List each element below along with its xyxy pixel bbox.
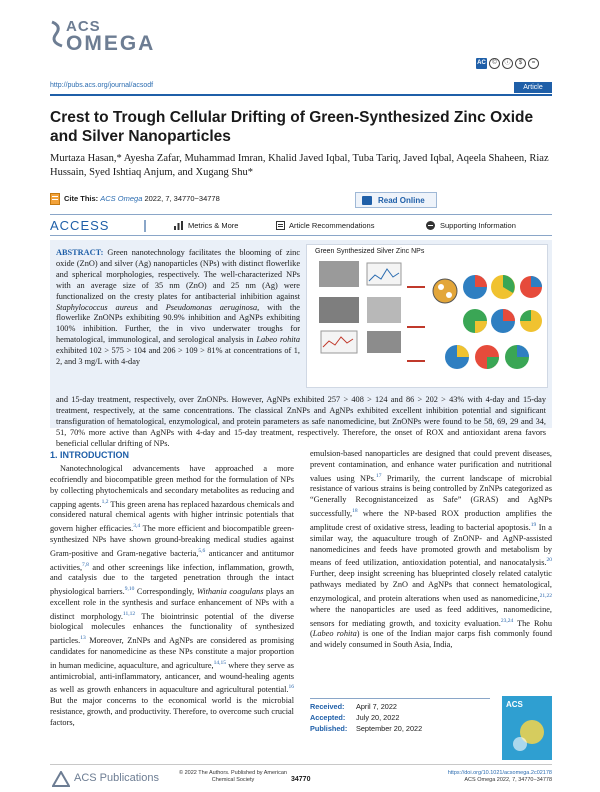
reference-link[interactable]: 13 — [80, 635, 86, 642]
intro-text: Nanotechnological advancements have approached a more ecofriendly and biocompatible green method for the formulation of NPs by collecting phytochemicals and secondary metabolites as reducing and capping agents. — [50, 464, 294, 509]
cover-label: ACS — [506, 700, 523, 709]
plant-name: Withania coagulans — [196, 586, 264, 596]
acs-authorchoice-icon[interactable]: AC — [476, 58, 487, 69]
intro-left-column — [50, 464, 294, 729]
intro-text: emulsion-based nanoparticles are designed that could prevent diseases, prevent contamination, and enhance water purification and nutritional values using NPs. — [310, 449, 552, 483]
acs-publications-logo[interactable] — [52, 770, 172, 788]
intro-text: In a similar way, the aquaculture trough of ZnONP- and AgNP-assisted nanomedicines and feeds have promoted growth and metabolism by means of feed utilization, antioxidation potential, and nanocatalysis. — [310, 522, 552, 568]
acs-publications-text: ACS Publications — [74, 772, 159, 784]
intro-right-column — [310, 449, 552, 651]
acs-omega-logo — [50, 14, 170, 54]
abstract-organism-1: Staphylococcus aureus — [56, 302, 138, 312]
logo-omega-text: OMEGA — [66, 32, 156, 55]
published-label: Published: — [310, 724, 348, 733]
article-type-badge: Article — [514, 82, 552, 93]
read-online-icon — [362, 196, 372, 205]
abstract-organism-2: Pseudomonas aeruginosa — [165, 302, 258, 312]
intro-text: and other screenings like infection, inflammation, growth, and catalysis due to the targeted penetration through the intact physiological barriers. — [50, 562, 294, 596]
footer-divider — [50, 764, 552, 765]
reference-link[interactable]: 23,24 — [500, 617, 514, 624]
cite-icon — [50, 193, 60, 205]
reference-link[interactable]: 19 — [530, 521, 537, 528]
abstract-part-2: , with the flowerlike ZnONPs exhibiting 90.9% inhibition and AgNPs exhibiting 100% inhibition. Further, the in vivo underwater troughs for hematological, immunological, and serological analysis in — [56, 302, 300, 345]
accepted-date: July 20, 2022 — [356, 713, 400, 722]
metrics-bar-chart-icon — [174, 221, 183, 230]
reference-link[interactable]: 20 — [546, 557, 552, 564]
fish-name: Labeo rohita — [312, 629, 357, 639]
intro-text: where the nanoparticles are used as feed additives, nanomedicine, sensors for mediating growth, and toxicity evaluation. — [310, 604, 552, 628]
abstract-heading: ABSTRACT: — [56, 248, 104, 257]
toc-graphic-title: Green Synthesized Silver Zinc NPs — [315, 248, 425, 255]
access-bar — [50, 214, 552, 236]
cc-icon[interactable]: © — [489, 58, 500, 69]
abstract-part-3: exhibited 102 > 575 > 104 and 206 > 109 > 81% at concentrations of 1, 2, and 3 mg/L with 4-day — [56, 346, 300, 367]
recommendations-link[interactable]: Article Recommendations — [289, 221, 375, 230]
reference-link[interactable]: 7,8 — [82, 561, 89, 568]
intro-text: Further, deep insight screening has blueprinted closely related catalytic pathways mediated by ZnO and AgNPs that connect hematological, enzymological, and protein alterations when used as nanomedicine, — [310, 569, 552, 603]
cc-nc-icon[interactable]: $ — [515, 58, 526, 69]
footer-doi — [420, 770, 552, 784]
intro-text: But the major concerns to the economical world is the microbial resistance, growth, and productivity. Therefore, to overcome such crucial factors, — [50, 696, 294, 727]
citation — [64, 194, 220, 203]
reference-link[interactable]: 21,22 — [539, 592, 552, 599]
metrics-link[interactable]: Metrics & More — [188, 221, 239, 230]
abstract-part-1: Green nanotechnology facilitates the blooming of zinc oxide (ZnO) and silver (Ag) nanoparticles (NPs) with distinct flowerlike and spherical morphologies, respectively. The well-characterized NPs with an average size of 35 nm (ZnO) and 25 nm (Ag) were functionalized on the cresty plates for antibacterial inhibition against — [56, 248, 300, 301]
journal-cover-thumbnail[interactable] — [502, 696, 552, 760]
cover-art-icon — [502, 696, 552, 760]
article-title: Crest to Trough Cellular Drifting of Green-Synthesized Zinc Oxide and Silver Nanoparticles — [50, 109, 534, 145]
journal-url-link[interactable]: http://pubs.acs.org/journal/acsodf — [50, 82, 154, 89]
abstract-text-column — [56, 248, 300, 368]
cite-journal-link[interactable]: ACS Omega — [100, 194, 143, 203]
intro-text: plays an excellent role in the synthesis and surface enhancement of NPs with a distinct morphology. — [50, 586, 294, 621]
published-date: September 20, 2022 — [356, 724, 423, 733]
reference-link[interactable]: 3,4 — [133, 523, 141, 530]
author-list: Murtaza Hasan,* Ayesha Zafar, Muhammad Imran, Khalid Javed Iqbal, Tuba Tariq, Javed Iqbal, Aqeela Shaheen, Riaz Hussain, Syed Ishtiaq Anjum, and Xugang Shu* — [50, 153, 549, 178]
intro-text: Correspondingly, — [134, 586, 197, 596]
cc-by-icon[interactable]: ⓘ — [502, 58, 513, 69]
toc-graphic — [306, 244, 548, 388]
access-separator — [144, 220, 146, 232]
intro-text: where the NP-based ROX production amplifies the amplitude crest of oxidative stress, leading to bacterial apoptosis. — [310, 509, 552, 532]
reference-link[interactable]: 17 — [375, 472, 382, 479]
received-label: Received: — [310, 702, 345, 711]
read-online-button[interactable] — [355, 192, 437, 208]
intro-text: This green arena has replaced hazardous chemicals and considered natural chemical agents with higher intrinsic potentials that govern higher efficacies. — [50, 499, 295, 534]
logo-acs-text: ACS — [66, 18, 101, 35]
intro-text: The Rohu ( — [310, 618, 552, 639]
license-badges — [476, 58, 539, 69]
cite-label: Cite This: — [64, 194, 99, 203]
received-date: April 7, 2022 — [356, 702, 397, 711]
reference-link[interactable]: 5,6 — [198, 547, 206, 554]
reference-link[interactable]: 14,15 — [213, 659, 226, 666]
doi-link[interactable]: https://doi.org/10.1021/acsomega.2c02178 — [447, 770, 552, 776]
supporting-info-icon — [426, 221, 435, 230]
abstract-fish: Labeo rohita — [256, 335, 300, 345]
recommendations-icon — [276, 221, 285, 230]
supporting-info-link[interactable]: Supporting Information — [440, 221, 516, 230]
intro-text: Primarily, the current landscape of microbial resistance of various strains is being controlled by ZnNPs categorized as “Generally Recognistanceized as Safe” (GRAS) and AgNPs successfully, — [310, 473, 553, 519]
acs-publications-mark-icon — [52, 771, 70, 787]
reference-link[interactable]: 11,12 — [122, 610, 136, 617]
cite-row — [50, 191, 552, 209]
intro-text: The biointrinsic potential of the diverse biological molecules enhances the functionality of synthesized particles. — [50, 611, 294, 646]
footer-journal-ref: ACS Omega 2022, 7, 34770−34778 — [464, 777, 552, 783]
logo-mark-icon — [50, 20, 64, 48]
reference-link[interactable]: 9,10 — [124, 586, 135, 593]
accepted-label: Accepted: — [310, 713, 346, 722]
intro-text: The more efficient and biocompatible green-synthesized NPs have shown ground-breaking medical studies against Gram-positive and Gram-negative bacteria, — [50, 524, 294, 558]
page-number: 34770 — [291, 776, 311, 783]
intro-text: ) is one of the Indian major carps fish commonly found and widely consumed in South Asia, India, — [310, 629, 552, 650]
reference-link[interactable]: 18 — [352, 508, 358, 515]
reference-link[interactable]: 1,2 — [101, 498, 109, 505]
cc-nd-icon[interactable]: = — [528, 58, 539, 69]
dates-divider — [310, 698, 490, 699]
header-divider — [50, 94, 552, 96]
intro-text: anticancer and antitumor activities, — [50, 548, 295, 572]
copyright-notice: © 2022 The Authors. Published by American Chemical Society — [179, 770, 287, 783]
read-online-label: Read Online — [378, 196, 425, 205]
intro-text: Moreover, ZnNPs and AgNPs are considered as promising candidates for nanomedicine as these NPs constitute a major proportion in human medicine, aquaculture, and agriculture, — [50, 636, 294, 670]
section-heading-introduction: 1. INTRODUCTION — [50, 450, 130, 460]
abstract-and: and — [137, 302, 166, 312]
intro-text: where they serve as antimicrobial, anti-inflammatory, anticancer, and wound-healing agents as well as growth enhancers in aquaculture and agricultural potential. — [50, 660, 294, 695]
abstract-text-full-width: and 15-day treatment, respectively, over ZnONPs. However, AgNPs exhibited 257 > 408 > 124 and 86 > 202 > 43% with 4-day and 15-day treatment, respectively, at the same concentrations. The classical ZnNPs and AgNPs exhibited excellent inhibition potential and significant transfiguration of hematological, enzymological, and protein parameters as safe nanomedicine, but ZnONPs were found to be 58, 69, 29 and 34, 51, 70% more active than AgNPs with 4-day and 15-day treatment, respectively. Therefore, the onset of ROX and antioxidant arena favors beneficial cellular drifting of NPs. — [56, 395, 546, 448]
cite-ref: 2022, 7, 34770−34778 — [144, 194, 220, 203]
reference-link[interactable]: 16 — [288, 684, 294, 691]
toc-graphic-illustration — [307, 257, 547, 387]
access-label: ACCESS — [50, 218, 110, 233]
